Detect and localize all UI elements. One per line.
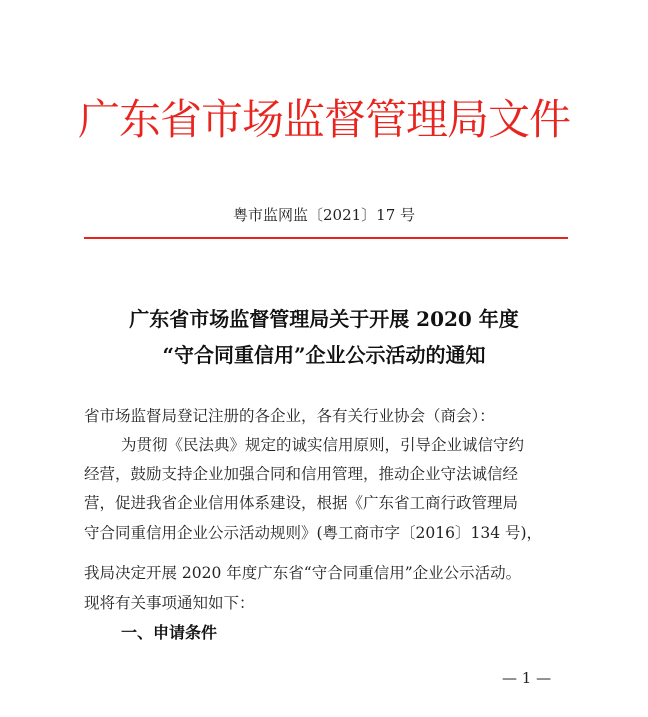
- document-header-title: 广东省市场监督管理局文件: [77, 95, 570, 144]
- body-line: 为贯彻《民法典》规定的诚实信用原则，引导企业诚信守约: [121, 436, 525, 454]
- page-number: — 1 —: [502, 669, 552, 687]
- notice-title-line-1: 广东省市场监督管理局关于开展 2020 年度: [129, 307, 519, 331]
- notice-title-line-2: “守合同重信用”企业公示活动的通知: [162, 343, 486, 367]
- body-line: 现将有关事项通知如下：: [84, 594, 255, 612]
- body-line: 经营，鼓励支持企业加强合同和信用管理，推动企业守法诚信经: [84, 465, 519, 483]
- salutation-line: 省市场监督局登记注册的各企业，各有关行业协会（商会）：: [84, 407, 495, 425]
- body-line: 营，促进我省企业信用体系建设，根据《广东省工商行政管理局: [84, 494, 519, 512]
- body-line: 守合同重信用企业公示活动规则》(粤工商市字〔2016〕134 号)，: [84, 524, 543, 542]
- document-number: 粤市监网监〔2021〕17 号: [232, 206, 416, 224]
- body-line: 我局决定开展 2020 年度广东省“守合同重信用”企业公示活动。: [84, 564, 522, 582]
- red-divider-line: [84, 237, 568, 239]
- section-heading: 一、申请条件: [121, 623, 218, 642]
